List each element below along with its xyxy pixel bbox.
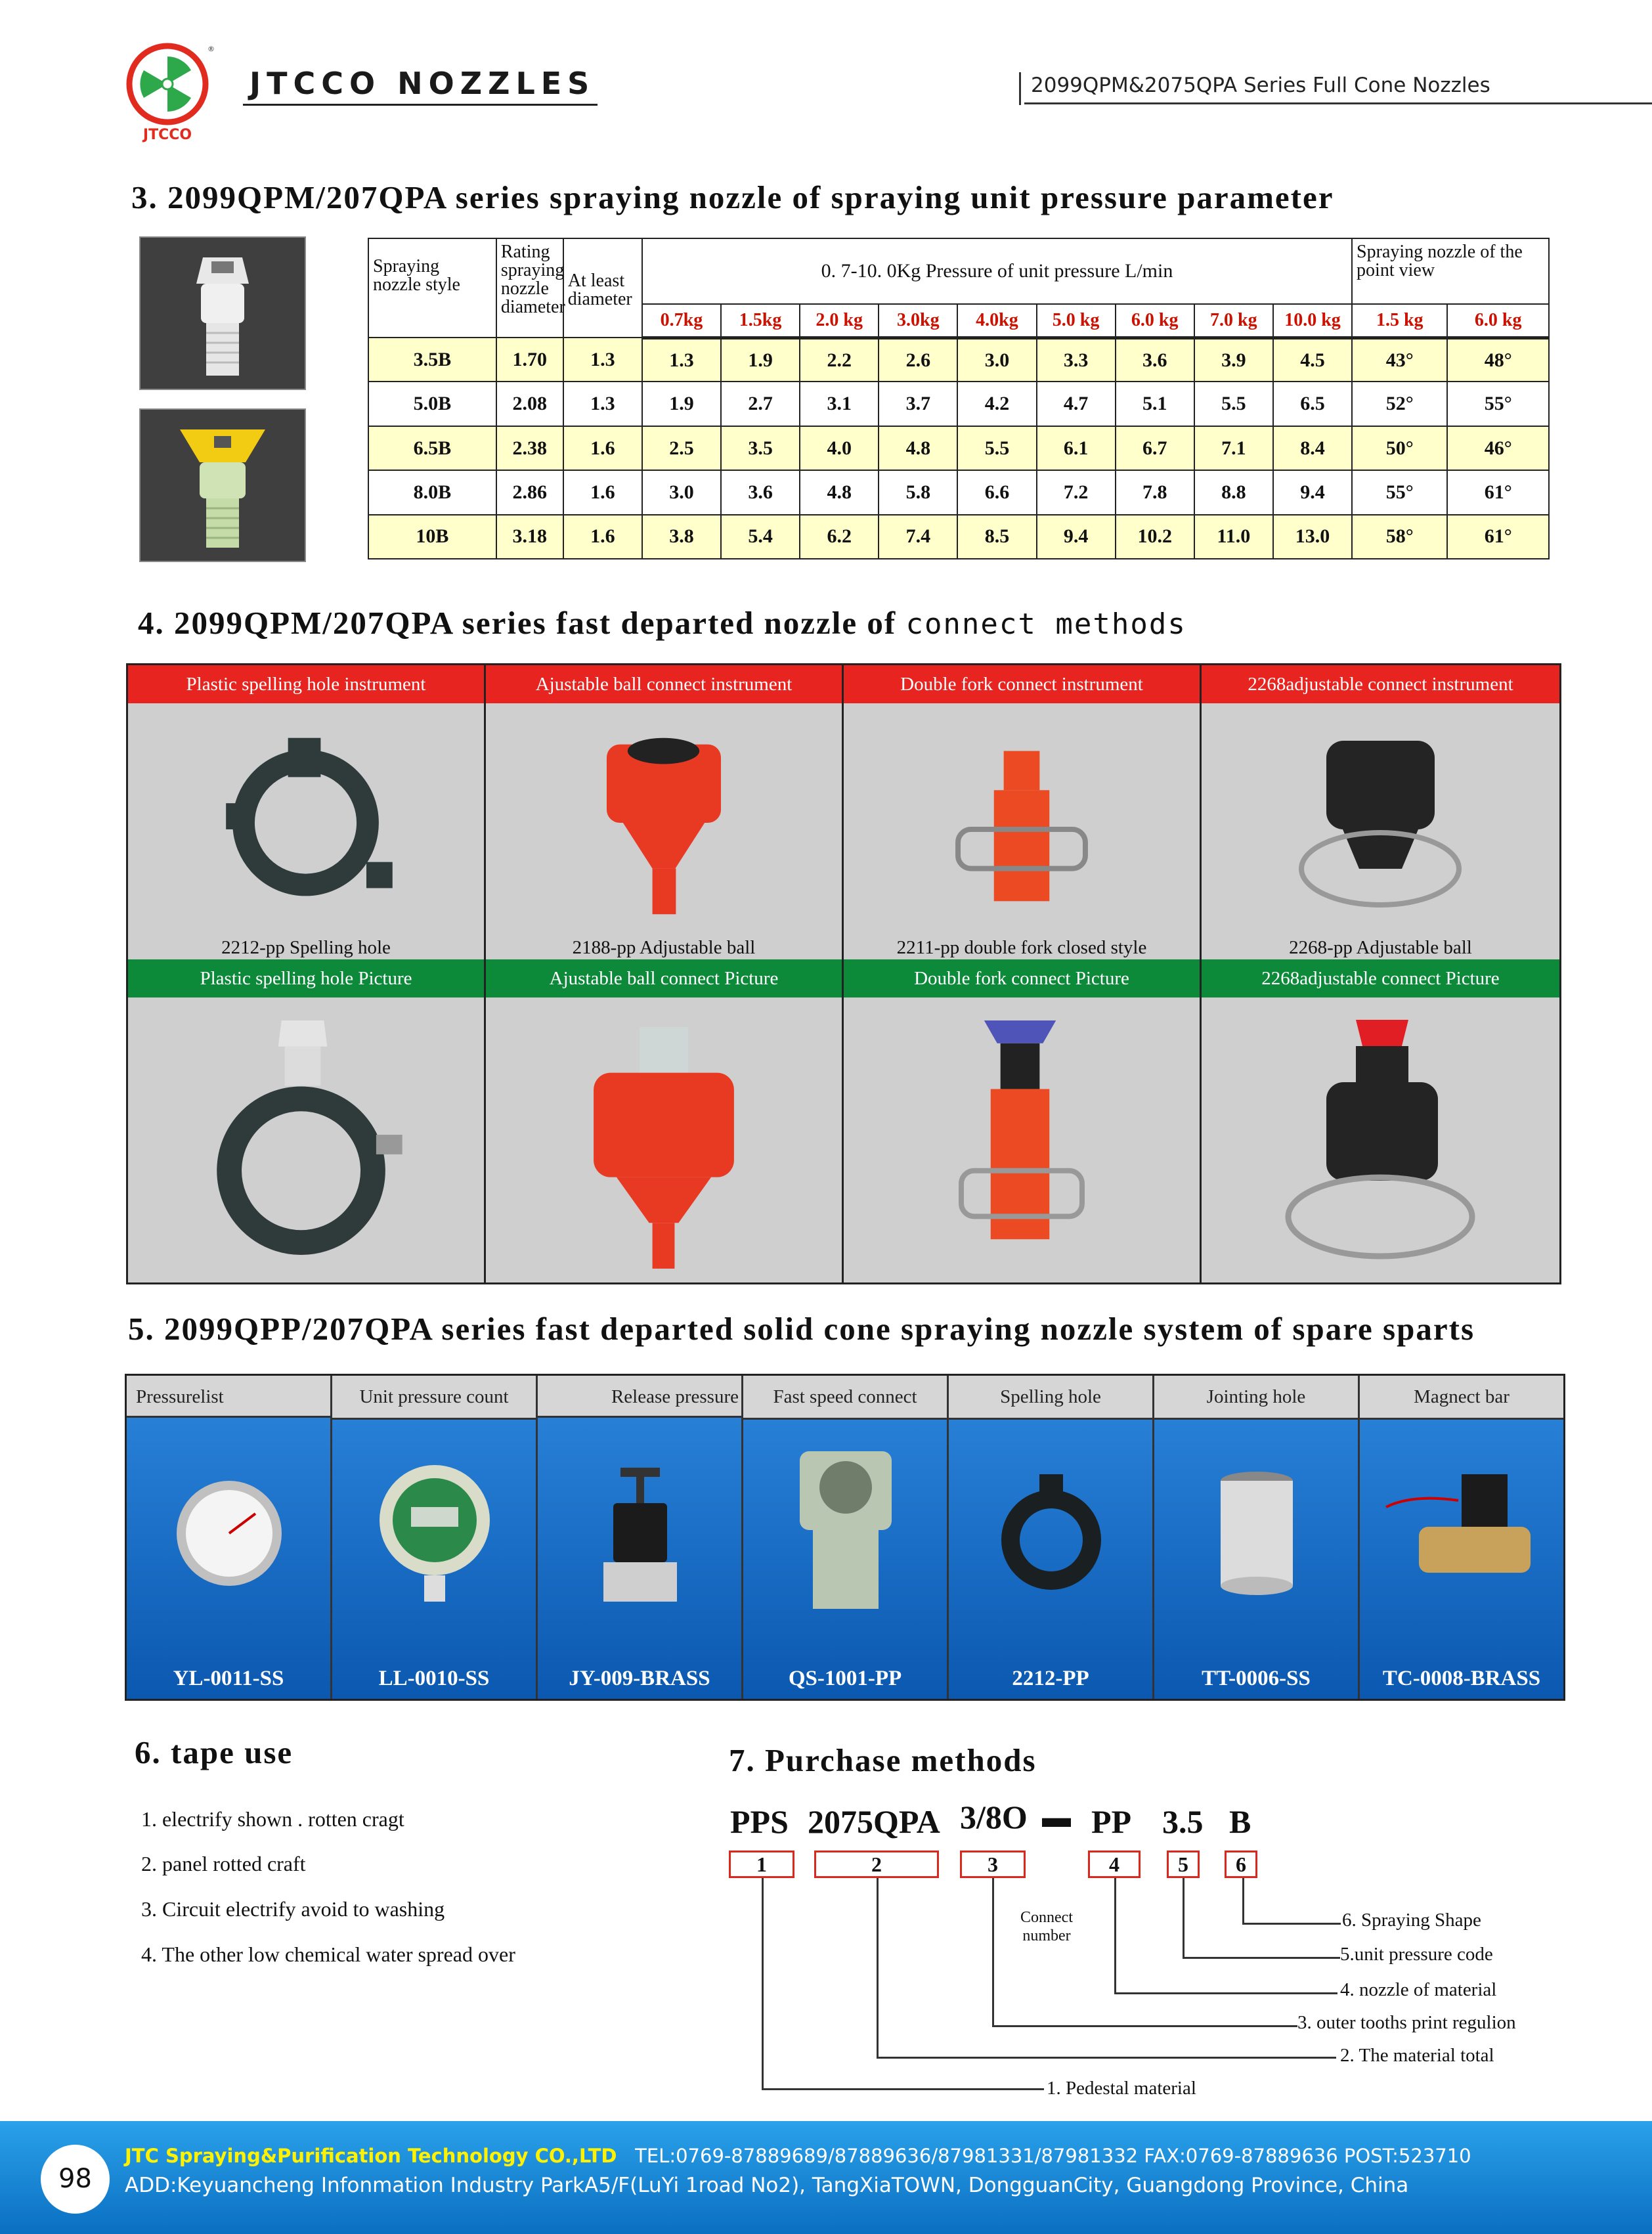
picture-label: Plastic spelling hole Picture (128, 959, 484, 997)
pressure-1: 1.5kg (721, 304, 800, 338)
pressure-7: 7.0 kg (1194, 304, 1273, 338)
spare-code: TC-0008-BRASS (1382, 1667, 1541, 1690)
table-cell: 55° (1447, 382, 1549, 426)
view-0: 1.5 kg (1352, 304, 1447, 338)
pressure-6: 6.0 kg (1116, 304, 1194, 338)
code-material: PP (1091, 1803, 1132, 1840)
brand-name: JTCCO NOZZLES (250, 66, 596, 101)
table-cell: 4.0 (800, 426, 879, 470)
label-nozzle-material: 4. nozzle of material (1340, 1979, 1497, 2000)
table-cell: 1.9 (642, 382, 721, 426)
code-pps: PPS (730, 1803, 789, 1840)
header-rule (1024, 102, 1652, 104)
table-cell: 9.4 (1273, 470, 1352, 514)
spare-label: Release pressure (538, 1376, 741, 1418)
double-fork-picture-image (844, 1000, 1200, 1279)
nozzle-photo-yellow (139, 408, 306, 562)
label-pedestal-material: 1. Pedestal material (1047, 2078, 1196, 2099)
table-cell: 2.7 (721, 382, 800, 426)
socket-icon (1154, 1455, 1360, 1612)
table-cell: 7.1 (1194, 426, 1273, 470)
pressure-2: 2.0 kg (800, 304, 879, 338)
table-cell: 4.2 (957, 382, 1036, 426)
table-cell: 3.0 (957, 338, 1036, 382)
instrument-caption: 2188-pp Adjustable ball (572, 937, 756, 958)
table-cell: 6.7 (1116, 426, 1194, 470)
spare-label: Jointing hole (1154, 1376, 1358, 1420)
connector-3 (992, 1878, 994, 2026)
section5-title: 5. 2099QPP/207QPA series fast departed solid cone spraying nozzle system of spare sparts (128, 1311, 1475, 1347)
view-1: 6.0 kg (1447, 304, 1549, 338)
table-cell: 46° (1447, 426, 1549, 470)
table-cell: 3.8 (642, 515, 721, 559)
spelling-hole-instrument-image (128, 705, 484, 941)
table-cell: 7.2 (1037, 470, 1116, 514)
table-cell: 13.0 (1273, 515, 1352, 559)
table-cell: 5.5 (1194, 382, 1273, 426)
nozzle-photo-white (139, 236, 306, 390)
tape-item-3: 3. Circuit electrify avoid to washing (141, 1897, 445, 1921)
spare-code: 2212-PP (1012, 1667, 1089, 1690)
section4-title-bold: 4. 2099QPM/207QPA series fast departed nozzle of (138, 605, 897, 641)
section3-title: 3. 2099QPM/207QPA series spraying nozzle of spraying unit pressure parameter (131, 179, 1334, 215)
table-cell: 5.5 (957, 426, 1036, 470)
table-cell: 1.3 (642, 338, 721, 382)
table-cell: 10.2 (1116, 515, 1194, 559)
table-cell: 55° (1352, 470, 1447, 514)
instrument-caption: 2212-pp Spelling hole (221, 937, 391, 958)
spare-label: Magnect bar (1360, 1376, 1563, 1420)
connect-number-label: Connect number (1020, 1909, 1073, 1944)
adjustable-2268-instrument-image (1202, 705, 1559, 941)
brand-underline (243, 104, 598, 106)
table-cell: 2.2 (800, 338, 879, 382)
pressure-parameter-table (368, 238, 1550, 559)
code-shape: B (1229, 1803, 1251, 1840)
picture-label: Ajustable ball connect Picture (486, 959, 842, 997)
pressure-0: 0.7kg (642, 304, 721, 338)
table-cell: 3.0 (642, 470, 721, 514)
table-cell: 2.38 (496, 426, 563, 470)
table-cell: 6.6 (957, 470, 1036, 514)
table-cell: 3.5 (721, 426, 800, 470)
code-series: 2075QPA (808, 1803, 940, 1840)
table-cell: 7.4 (879, 515, 957, 559)
table-cell: 3.18 (496, 515, 563, 559)
code-box-2: 2 (814, 1851, 939, 1878)
coupling-icon (743, 1438, 949, 1622)
table-cell: 48° (1447, 338, 1549, 382)
spare-label: Pressurelist (127, 1376, 330, 1418)
code-box-4: 4 (1088, 1851, 1141, 1878)
table-cell: 52° (1352, 382, 1447, 426)
page-number: 98 (41, 2145, 110, 2214)
logo-text: JTCCO (142, 127, 192, 143)
spare-code: TT-0006-SS (1202, 1667, 1311, 1690)
table-cell: 6.1 (1037, 426, 1116, 470)
instrument-label: Double fork connect instrument (844, 665, 1200, 703)
header-divider (1019, 72, 1021, 105)
code-box-1: 1 (729, 1851, 794, 1878)
table-cell: 7.8 (1116, 470, 1194, 514)
spare-code: LL-0010-SS (378, 1667, 490, 1690)
table-cell: 5.1 (1116, 382, 1194, 426)
table-cell: 3.9 (1194, 338, 1273, 382)
table-cell: 3.7 (879, 382, 957, 426)
instrument-caption: 2211-pp double fork closed style (896, 937, 1147, 958)
adjustable-2268-picture-image (1202, 1000, 1559, 1279)
clamp-icon (949, 1468, 1154, 1612)
table-cell: 50° (1352, 426, 1447, 470)
code-dash: ▬ (1042, 1801, 1071, 1833)
pressure-gauge-icon (127, 1455, 332, 1612)
table-cell: 1.6 (563, 426, 642, 470)
code-pressure: 3.5 (1162, 1803, 1204, 1840)
connect-col-3 (844, 665, 1202, 1282)
instrument-label: 2268adjustable connect instrument (1202, 665, 1559, 703)
table-row (368, 426, 1549, 470)
table-cell: 6.2 (800, 515, 879, 559)
table-cell: 3.3 (1037, 338, 1116, 382)
connect-col-4 (1202, 665, 1559, 1282)
table-cell: 5.0B (368, 382, 496, 426)
company-address: ADD:Keyuancheng Infonmation Industry ParkA5/F(LuYi 1road No2), TangXiaTOWN, DongguanCity, Guangdong Province, China (125, 2174, 1409, 2197)
table-cell: 1.9 (721, 338, 800, 382)
table-cell: 10B (368, 515, 496, 559)
connect-col-2 (486, 665, 844, 1282)
table-cell: 1.3 (563, 382, 642, 426)
spelling-hole-picture-image (128, 1000, 484, 1279)
connector-4-h (1114, 1992, 1337, 1994)
table-cell: 8.0B (368, 470, 496, 514)
instrument-label: Plastic spelling hole instrument (128, 665, 484, 703)
header-least: At least diameter (563, 238, 642, 338)
label-outer-tooths: 3. outer tooths print regulion (1297, 2012, 1516, 2033)
connector-2-h (877, 2057, 1336, 2059)
table-cell: 2.6 (879, 338, 957, 382)
header-rating: Rating spraying nozzle diameter (496, 238, 563, 338)
table-row (368, 338, 1549, 382)
company-name: JTC Spraying&Purification Technology CO.,LTD (125, 2145, 617, 2167)
connector-6-h (1242, 1923, 1341, 1925)
table-cell: 1.6 (563, 515, 642, 559)
spare-parts-grid (125, 1374, 1565, 1701)
regulator-icon (538, 1455, 743, 1612)
table-cell: 8.4 (1273, 426, 1352, 470)
series-title: 2099QPM&2075QPA Series Full Cone Nozzles (1031, 74, 1490, 97)
table-cell: 3.6 (721, 470, 800, 514)
tape-item-1: 1. electrify shown . rotten cragt (141, 1807, 404, 1831)
adjustable-ball-instrument-image (486, 705, 842, 941)
connector-5 (1183, 1878, 1185, 1958)
spare-item-spelling-hole (949, 1376, 1154, 1699)
spare-code: JY-009-BRASS (569, 1667, 710, 1690)
spare-code: YL-0011-SS (173, 1667, 284, 1690)
connect-methods-grid (126, 663, 1561, 1284)
company-line (125, 2145, 1471, 2167)
table-cell: 61° (1447, 515, 1549, 559)
adjustable-ball-picture-image (486, 1000, 842, 1279)
label-spraying-shape: 6. Spraying Shape (1342, 1910, 1481, 1931)
pressure-5: 5.0 kg (1037, 304, 1116, 338)
spare-item-jointing-hole (1154, 1376, 1360, 1699)
table-cell: 2.08 (496, 382, 563, 426)
code-box-6: 6 (1225, 1851, 1257, 1878)
picture-label: 2268adjustable connect Picture (1202, 959, 1559, 997)
header-style: Spraying nozzle style (368, 238, 496, 338)
table-cell: 4.8 (879, 426, 957, 470)
connector-5-h (1183, 1957, 1340, 1959)
connector-2 (877, 1878, 879, 2058)
table-cell: 43° (1352, 338, 1447, 382)
instrument-label: Ajustable ball connect instrument (486, 665, 842, 703)
section7-title: 7. Purchase methods (729, 1742, 1037, 1778)
picture-label: Double fork connect Picture (844, 959, 1200, 997)
code-connect: 3/8O (960, 1799, 1028, 1835)
connector-6 (1242, 1878, 1244, 1924)
table-cell: 4.8 (800, 470, 879, 514)
table-cell: 1.6 (563, 470, 642, 514)
spare-label: Unit pressure count (332, 1376, 536, 1420)
pressure-3: 3.0kg (879, 304, 957, 338)
tape-item-4: 4. The other low chemical water spread over (141, 1942, 515, 1966)
table-cell: 6.5B (368, 426, 496, 470)
table-cell: 61° (1447, 470, 1549, 514)
table-cell: 5.4 (721, 515, 800, 559)
double-fork-instrument-image (844, 705, 1200, 941)
table-cell: 8.8 (1194, 470, 1273, 514)
table-cell: 11.0 (1194, 515, 1273, 559)
spare-code: QS-1001-PP (788, 1667, 902, 1690)
connector-3-h (992, 2025, 1297, 2027)
connect-col-1 (128, 665, 486, 1282)
pressure-8: 10.0 kg (1273, 304, 1352, 338)
table-cell: 8.5 (957, 515, 1036, 559)
table-cell: 9.4 (1037, 515, 1116, 559)
connector-1 (762, 1878, 764, 2090)
code-box-3: 3 (960, 1851, 1026, 1878)
header-pressure-group: 0. 7-10. 0Kg Pressure of unit pressure L/min (642, 238, 1352, 304)
spare-item-fast-connect (743, 1376, 949, 1699)
spare-item-pressure-gauge (127, 1376, 332, 1699)
label-pressure-code: 5.unit pressure code (1340, 1944, 1493, 1965)
table-row (368, 382, 1549, 426)
connector-1-h (762, 2088, 1044, 2090)
instrument-caption: 2268-pp Adjustable ball (1289, 937, 1472, 958)
svg-text:®: ® (207, 45, 215, 53)
table-cell: 58° (1352, 515, 1447, 559)
table-cell: 2.86 (496, 470, 563, 514)
table-cell: 4.7 (1037, 382, 1116, 426)
table-row (368, 470, 1549, 514)
spare-item-release-pressure (538, 1376, 743, 1699)
connector-4 (1114, 1878, 1116, 1994)
spare-label: Fast speed connect (743, 1376, 947, 1420)
company-logo (118, 39, 217, 144)
tape-item-2: 2. panel rotted craft (141, 1852, 306, 1875)
table-cell: 2.5 (642, 426, 721, 470)
code-box-5: 5 (1167, 1851, 1200, 1878)
header-view-group: Spraying nozzle of the point view (1352, 238, 1549, 304)
table-cell: 6.5 (1273, 382, 1352, 426)
section4-title-light: connect methods (905, 607, 1186, 641)
table-cell: 3.6 (1116, 338, 1194, 382)
table-cell: 4.5 (1273, 338, 1352, 382)
spare-item-pressure-count (332, 1376, 538, 1699)
spare-item-magnet-bar (1360, 1376, 1563, 1699)
digital-gauge-icon (332, 1455, 538, 1612)
label-material-total: 2. The material total (1340, 2045, 1494, 2066)
company-contact: TEL:0769-87889689/87889636/87981331/87981332 FAX:0769-87889636 POST:523710 (635, 2145, 1471, 2167)
solenoid-valve-icon (1360, 1455, 1563, 1612)
pressure-4: 4.0kg (957, 304, 1036, 338)
table-cell: 1.70 (496, 338, 563, 382)
table-cell: 3.1 (800, 382, 879, 426)
section4-title (138, 604, 1186, 642)
table-row (368, 515, 1549, 559)
spare-label: Spelling hole (949, 1376, 1152, 1420)
table-cell: 5.8 (879, 470, 957, 514)
table-cell: 1.3 (563, 338, 642, 382)
table-cell: 3.5B (368, 338, 496, 382)
section6-title: 6. tape use (135, 1734, 293, 1770)
